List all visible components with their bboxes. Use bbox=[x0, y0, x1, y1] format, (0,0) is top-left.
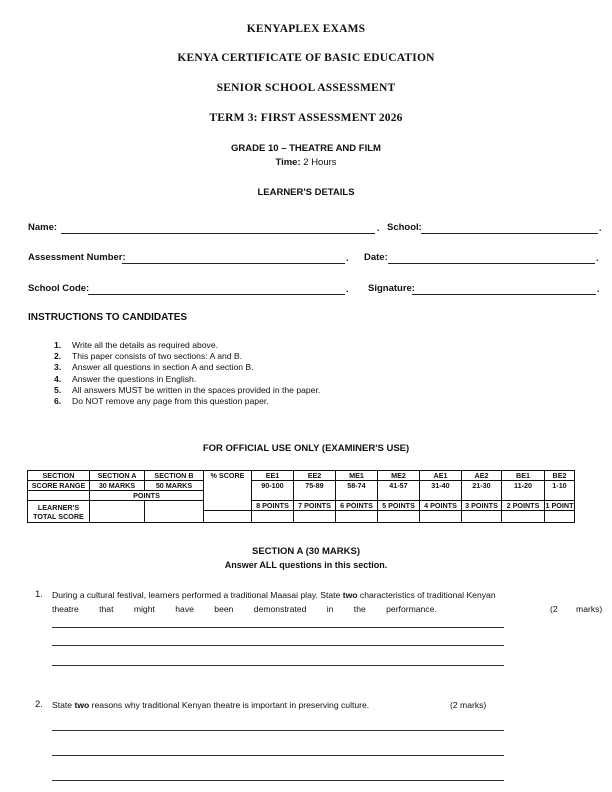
answer-line[interactable] bbox=[52, 755, 504, 756]
assessment-date-row bbox=[28, 252, 603, 266]
section-a-heading: SECTION A (30 MARKS) bbox=[251, 546, 361, 557]
level-points: 8 POINTS bbox=[252, 501, 294, 511]
school-label: School: bbox=[387, 222, 422, 233]
answer-line[interactable] bbox=[52, 730, 504, 731]
instruction-item: 1. Write all the details as required above. bbox=[54, 340, 219, 350]
section-a-instruction: Answer ALL questions in this section. bbox=[224, 560, 388, 570]
level-points: 3 POINTS bbox=[462, 501, 502, 511]
level-range: 11-20 bbox=[502, 481, 545, 501]
code-end-dot: . bbox=[346, 284, 349, 294]
table-row bbox=[28, 481, 575, 491]
level-points: 1 POINT bbox=[545, 501, 574, 510]
date-field[interactable] bbox=[388, 263, 595, 264]
date-end-dot: . bbox=[596, 253, 599, 263]
question-number: 1. bbox=[35, 589, 43, 600]
assessment-end-dot: . bbox=[346, 253, 349, 263]
level-code: AE1 bbox=[420, 471, 462, 481]
table-row bbox=[28, 501, 575, 511]
instructions-list bbox=[54, 340, 474, 407]
date-label: Date: bbox=[364, 252, 388, 263]
exam-body-title: KENYAPLEX EXAMS bbox=[246, 23, 366, 35]
level-range: 75-89 bbox=[294, 481, 336, 501]
grade-subject: GRADE 10 – THEATRE AND FILM bbox=[231, 143, 381, 154]
section-b-marks: 50 MARKS bbox=[145, 481, 204, 491]
school-field[interactable] bbox=[421, 233, 598, 234]
level-range: 58-74 bbox=[336, 481, 378, 501]
school-end-dot: . bbox=[599, 223, 602, 233]
level-code: BE1 bbox=[502, 471, 545, 481]
name-field[interactable] bbox=[61, 233, 375, 234]
code-signature-row bbox=[28, 283, 603, 297]
score-table bbox=[27, 470, 575, 523]
question-2-text: State two reasons why traditional Kenyan theatre is important in preserving culture. bbox=[52, 700, 370, 710]
school-code-field[interactable] bbox=[88, 294, 345, 295]
level-code: ME1 bbox=[336, 471, 378, 481]
level-check-cell[interactable] bbox=[294, 511, 336, 523]
total-score-cell[interactable] bbox=[204, 511, 252, 523]
level-points: 6 POINTS bbox=[336, 501, 378, 511]
section-b-score-cell[interactable] bbox=[145, 501, 204, 523]
level-range: 41-57 bbox=[378, 481, 420, 501]
instruction-item: 3. Answer all questions in section A and section B. bbox=[54, 362, 254, 373]
level-code: ME2 bbox=[378, 471, 420, 481]
question-1-line-2: theatre that might have been demonstrated in the performance. bbox=[52, 604, 437, 614]
level-check-cell[interactable] bbox=[545, 511, 575, 523]
level-check-cell[interactable] bbox=[462, 511, 502, 523]
section-header: SECTION bbox=[28, 471, 90, 481]
instruction-item: 2. This paper consists of two sections: A and B. bbox=[54, 351, 243, 362]
question-1-marks: (2 marks) bbox=[550, 604, 603, 614]
school-code-label: School Code: bbox=[28, 283, 90, 294]
level-code: BE2 bbox=[545, 471, 575, 481]
section-b-header: SECTION B bbox=[145, 471, 204, 481]
instruction-item: 4. Answer the questions in English. bbox=[54, 373, 197, 384]
signature-field[interactable] bbox=[412, 294, 596, 295]
official-use-heading: FOR OFFICIAL USE ONLY (EXAMINER'S USE) bbox=[202, 443, 410, 454]
question-number: 2. bbox=[35, 699, 43, 710]
time-value: 2 Hours bbox=[303, 157, 337, 168]
table-row bbox=[28, 471, 575, 481]
time-label: Time: bbox=[275, 157, 301, 168]
name-school-row bbox=[28, 222, 603, 236]
section-a-marks: 30 MARKS bbox=[90, 481, 145, 491]
time-allowed bbox=[0, 157, 612, 168]
level-code: EE2 bbox=[294, 471, 336, 481]
level-check-cell[interactable] bbox=[502, 511, 545, 523]
question-2-marks: (2 marks) bbox=[450, 700, 487, 710]
signature-end-dot: . bbox=[597, 284, 600, 294]
blank-cell bbox=[28, 491, 90, 501]
name-end-dot: . bbox=[377, 223, 380, 233]
learner-total-label: LEARNER'S TOTAL SCORE bbox=[28, 501, 90, 523]
section-a-header: SECTION A bbox=[90, 471, 145, 481]
answer-line[interactable] bbox=[52, 645, 504, 646]
level-points: 2 POINTS bbox=[502, 501, 545, 511]
instructions-heading: INSTRUCTIONS TO CANDIDATES bbox=[28, 312, 188, 323]
answer-line[interactable] bbox=[52, 627, 504, 628]
assessment-number-field[interactable] bbox=[122, 263, 345, 264]
level-check-cell[interactable] bbox=[420, 511, 462, 523]
level-points: 4 POINTS bbox=[420, 501, 462, 511]
level-code: AE2 bbox=[462, 471, 502, 481]
signature-label: Signature: bbox=[368, 283, 415, 294]
score-range-label: SCORE RANGE bbox=[28, 481, 90, 491]
answer-line[interactable] bbox=[52, 665, 504, 666]
level-range: 90-100 bbox=[252, 481, 294, 501]
instruction-item: 6. Do NOT remove any page from this question paper. bbox=[54, 395, 269, 406]
score-percent-header: % SCORE bbox=[204, 471, 252, 511]
question-1-line-1: During a cultural festival, learners performed a traditional Maasai play. State two characteristics of traditional Kenyan bbox=[52, 590, 496, 600]
section-a-score-cell[interactable] bbox=[90, 501, 145, 523]
level-range: 21-30 bbox=[462, 481, 502, 501]
level-check-cell[interactable] bbox=[378, 511, 420, 523]
level-code: EE1 bbox=[252, 471, 294, 481]
level-check-cell[interactable] bbox=[252, 511, 294, 523]
answer-line[interactable] bbox=[52, 780, 504, 781]
points-label: POINTS bbox=[90, 491, 204, 501]
level-range: 1-10 bbox=[545, 481, 575, 501]
level-range: 31-40 bbox=[420, 481, 462, 501]
level-check-cell[interactable] bbox=[336, 511, 378, 523]
certificate-title: KENYA CERTIFICATE OF BASIC EDUCATION bbox=[177, 52, 435, 64]
term-title: TERM 3: FIRST ASSESSMENT 2026 bbox=[209, 112, 403, 124]
level-points: 5 POINTS bbox=[378, 501, 420, 511]
learner-details-heading: LEARNER'S DETAILS bbox=[257, 187, 355, 198]
assessment-number-label: Assessment Number: bbox=[28, 252, 126, 263]
name-label: Name: bbox=[28, 222, 58, 233]
instruction-item: 5. All answers MUST be written in the spaces provided in the paper. bbox=[54, 384, 321, 395]
level-points: 7 POINTS bbox=[294, 501, 336, 511]
assessment-title: SENIOR SCHOOL ASSESSMENT bbox=[216, 82, 396, 94]
